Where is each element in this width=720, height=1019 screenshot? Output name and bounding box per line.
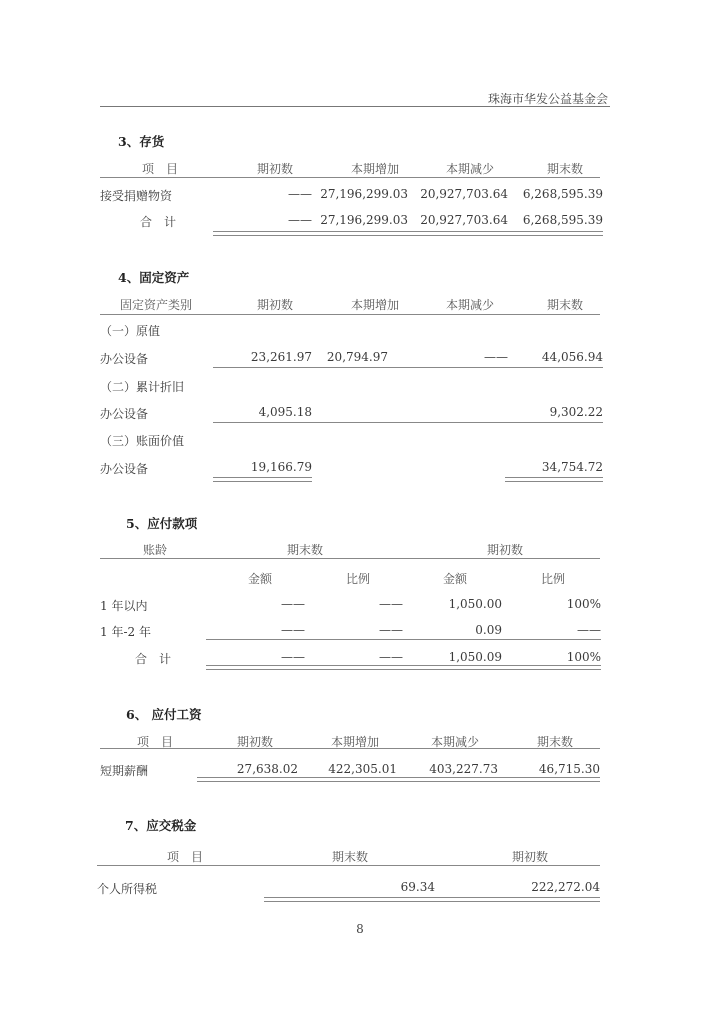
- taxes-title: 7、应交税金: [125, 818, 197, 833]
- header-rule: [97, 865, 600, 866]
- col-header-increase: 本期增加: [350, 162, 399, 176]
- row-decrease: 20,927,703.64: [420, 187, 508, 201]
- row-closing-ratio: ——: [379, 623, 403, 637]
- row-closing: 9,302.22: [549, 405, 603, 419]
- row-decrease: 403,227.73: [429, 762, 498, 776]
- col-header-aging: 账龄: [142, 543, 167, 557]
- row-opening: 27,638.02: [236, 762, 298, 776]
- row-increase: 20,794.97: [326, 350, 388, 364]
- col-header-item: 项 目: [136, 735, 173, 749]
- row-item: 个人所得税: [97, 882, 158, 896]
- subtotal-rule: [213, 367, 603, 368]
- total-opening-ratio: 100%: [566, 650, 601, 664]
- col-header-closing: 期末数: [546, 298, 583, 312]
- subheader-closing-amount: 金额: [247, 572, 272, 586]
- col-header-opening: 期初数: [511, 850, 548, 864]
- total-closing-ratio: ——: [379, 650, 403, 664]
- row-decrease: ——: [484, 350, 508, 364]
- wages-title: 6、 应付工资: [126, 707, 202, 722]
- row-opening-amount: 0.09: [475, 623, 502, 637]
- row-item: 短期薪酬: [100, 764, 149, 778]
- row-increase: 422,305.01: [328, 762, 397, 776]
- total-double-rule: [213, 231, 603, 236]
- total-label: 合 计: [140, 215, 177, 229]
- subheader-closing-ratio: 比例: [345, 572, 370, 586]
- row-item: 办公设备: [100, 352, 149, 366]
- col-header-closing: 期末数: [546, 162, 583, 176]
- row-aging: 1 年-2 年: [100, 625, 151, 639]
- group-label-book-value: （三）账面价值: [100, 434, 185, 448]
- group-label-original: （一）原值: [100, 324, 161, 338]
- row-closing-amount: ——: [281, 597, 305, 611]
- row-item: 办公设备: [100, 462, 149, 476]
- header-rule: [100, 314, 600, 315]
- col-header-opening: 期初数: [256, 298, 293, 312]
- row-closing-ratio: ——: [379, 597, 403, 611]
- total-double-rule: [213, 477, 312, 482]
- row-opening: 4,095.18: [258, 405, 312, 419]
- col-header-increase: 本期增加: [330, 735, 379, 749]
- row-closing: 6,268,595.39: [522, 187, 603, 201]
- col-header-item: 项 目: [166, 850, 203, 864]
- row-closing: 46,715.30: [538, 762, 600, 776]
- col-header-closing: 期末数: [536, 735, 573, 749]
- row-opening: 23,261.97: [250, 350, 312, 364]
- total-decrease: 20,927,703.64: [420, 213, 508, 227]
- total-increase: 27,196,299.03: [320, 213, 408, 227]
- total-opening: ——: [288, 213, 312, 227]
- total-closing-amount: ——: [281, 650, 305, 664]
- page-number: 8: [356, 922, 364, 936]
- col-header-closing: 期末数: [331, 850, 368, 864]
- row-opening-ratio: ——: [577, 623, 601, 637]
- row-opening-ratio: 100%: [566, 597, 601, 611]
- row-closing: 44,056.94: [541, 350, 603, 364]
- total-double-rule: [197, 777, 600, 782]
- subheader-opening-amount: 金额: [442, 572, 467, 586]
- col-header-decrease: 本期减少: [445, 298, 494, 312]
- row-item: 接受捐赠物资: [100, 189, 173, 203]
- row-opening: ——: [288, 187, 312, 201]
- col-header-decrease: 本期减少: [445, 162, 494, 176]
- col-header-decrease: 本期减少: [430, 735, 479, 749]
- row-increase: 27,196,299.03: [320, 187, 408, 201]
- inventory-title: 3、存货: [118, 134, 165, 149]
- row-aging: 1 年以内: [100, 599, 148, 613]
- subheader-opening-ratio: 比例: [540, 572, 565, 586]
- col-header-closing: 期末数: [286, 543, 323, 557]
- col-header-opening: 期初数: [236, 735, 273, 749]
- total-double-rule: [206, 665, 601, 670]
- total-double-rule: [505, 477, 603, 482]
- payables-title: 5、应付款项: [126, 516, 198, 531]
- group-label-depreciation: （二）累计折旧: [100, 380, 185, 394]
- row-opening: 19,166.79: [250, 460, 312, 474]
- col-header-category: 固定资产类别: [120, 298, 193, 312]
- organization-name: 珠海市华发公益基金会: [487, 92, 608, 106]
- row-closing: 69.34: [400, 880, 435, 894]
- total-opening-amount: 1,050.09: [448, 650, 502, 664]
- header-rule: [100, 106, 610, 107]
- col-header-opening: 期初数: [486, 543, 523, 557]
- header-rule: [100, 748, 600, 749]
- header-rule: [100, 177, 600, 178]
- row-item: 办公设备: [100, 407, 149, 421]
- row-opening-amount: 1,050.00: [448, 597, 502, 611]
- row-closing: 34,754.72: [541, 460, 603, 474]
- col-header-opening: 期初数: [256, 162, 293, 176]
- col-header-increase: 本期增加: [350, 298, 399, 312]
- header-rule: [100, 558, 600, 559]
- row-closing-amount: ——: [281, 623, 305, 637]
- total-closing: 6,268,595.39: [522, 213, 603, 227]
- subtotal-rule: [206, 639, 601, 640]
- total-label: 合 计: [135, 652, 172, 666]
- col-header-item: 项 目: [141, 162, 178, 176]
- fixed-assets-title: 4、固定资产: [118, 270, 190, 285]
- row-opening: 222,272.04: [531, 880, 600, 894]
- subtotal-rule: [213, 422, 603, 423]
- total-double-rule: [264, 897, 600, 902]
